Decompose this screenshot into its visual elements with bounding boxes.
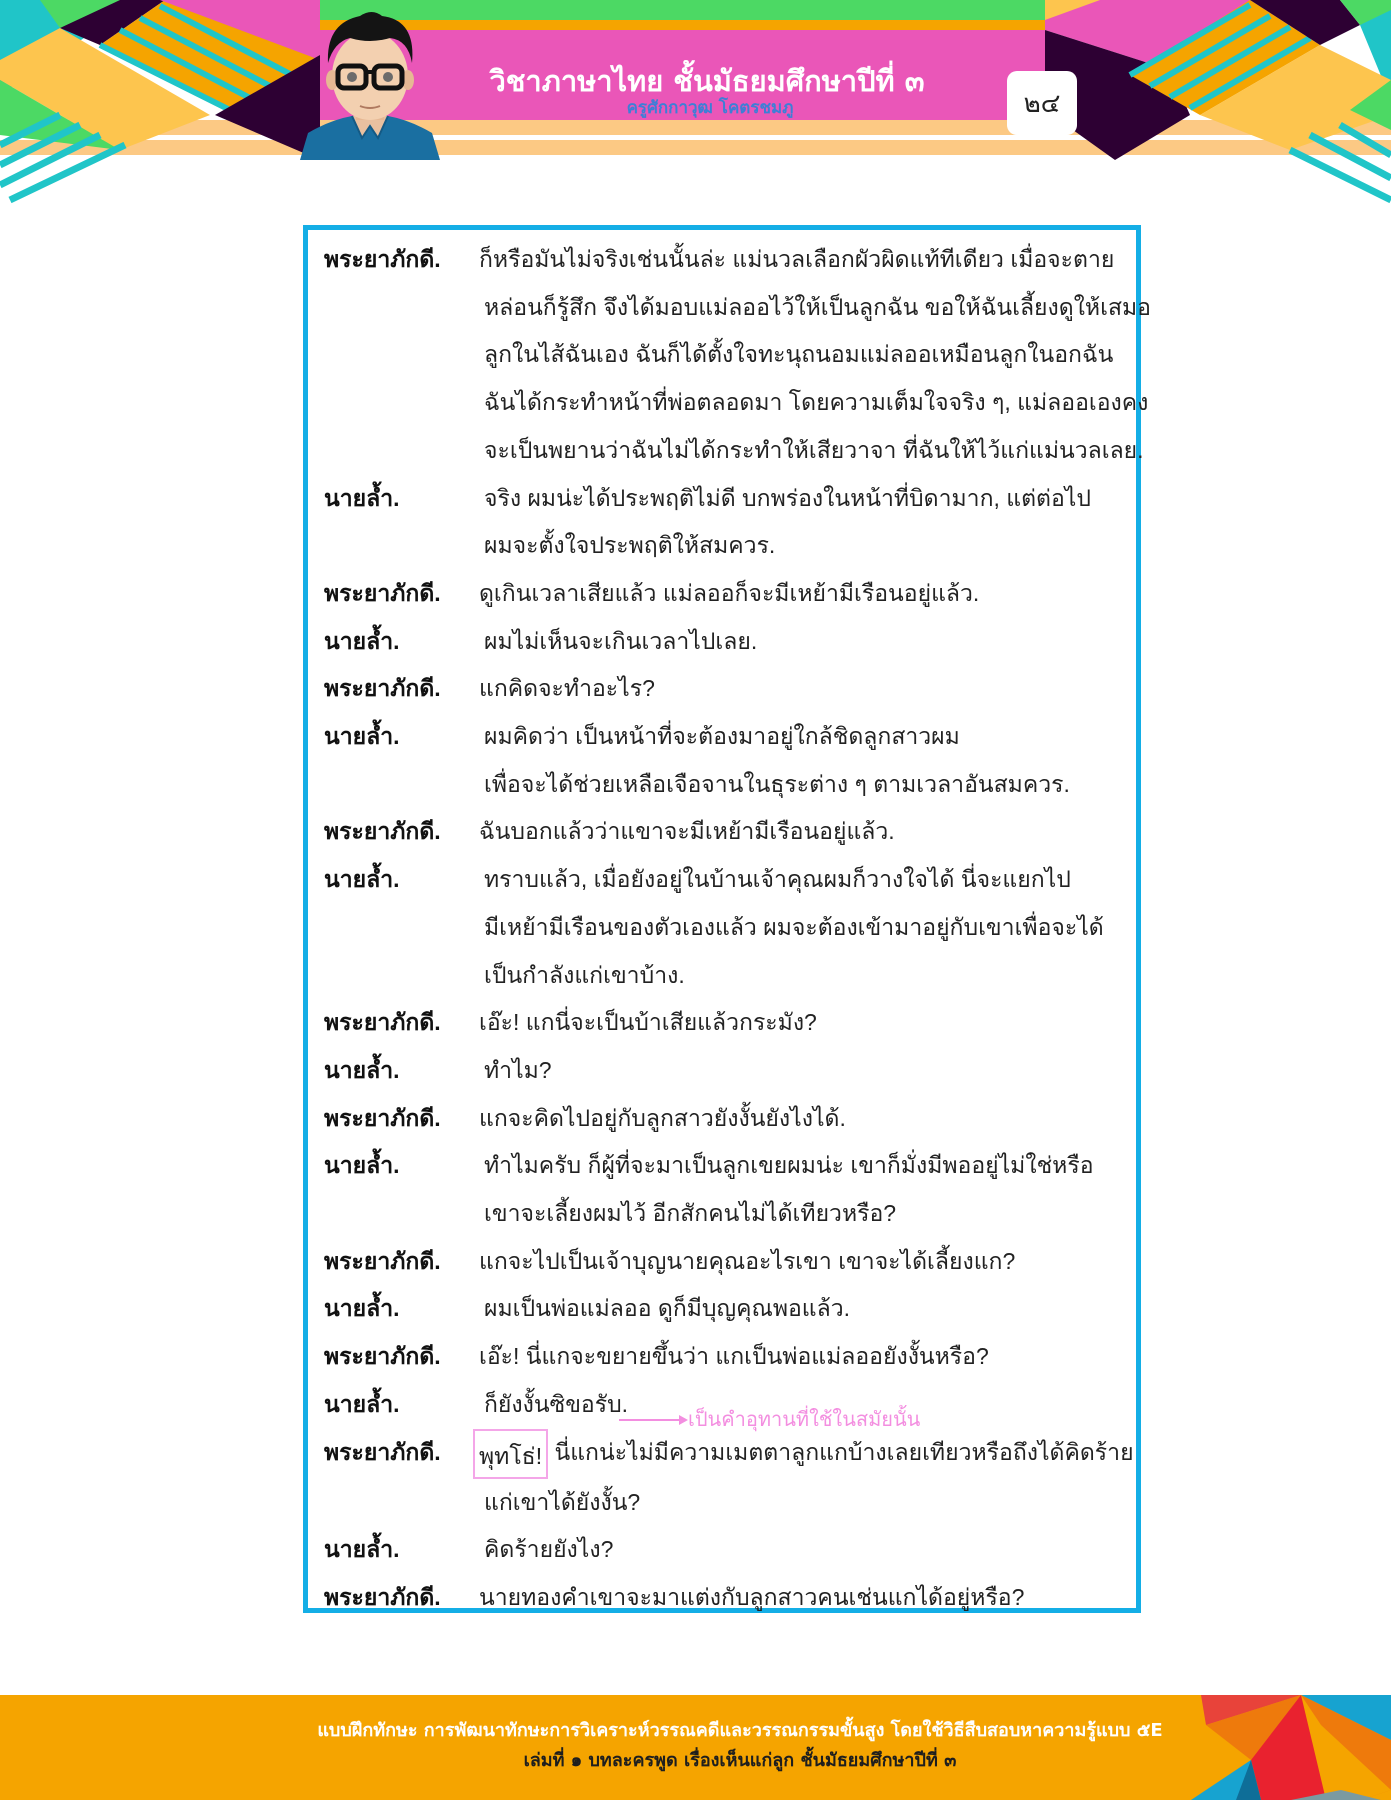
page-number: ๒๔ <box>1023 88 1061 119</box>
arrow-right-icon <box>679 1415 688 1425</box>
dialogue-entry <box>324 1574 1126 1622</box>
speaker-label: นายล้ำ. <box>324 484 400 511</box>
dialogue-line: เป็นกำลังแก่เขาบ้าง. <box>484 961 685 988</box>
dialogue-line: มีเหย้ามีเรือนของตัวเองแล้ว ผมจะต้องเข้ามาอยู่กับเขาเพื่อจะได้ <box>484 913 1104 940</box>
dialogue-line: ผมจะตั้งใจประพฤติให้สมควร. <box>484 532 776 559</box>
dialogue-entry <box>324 1285 1126 1333</box>
footer-title: แบบฝึกทักษะ การพัฒนาทักษะการวิเคราะห์วรรณคดีและวรรณกรรมขั้นสูง โดยใช้วิธีสืบสอบหาความรู้แบบ ๕E <box>317 1720 1163 1741</box>
speaker-label: พระยาภักดี. <box>324 1583 441 1610</box>
page-footer <box>0 1695 1391 1800</box>
dialogue-line: แกจะไปเป็นเจ้าบุญนายคุณอะไรเขา เขาจะได้เลี้ยงแก? <box>479 1247 1016 1274</box>
dialogue-entry <box>324 856 1126 999</box>
page-number-badge <box>1007 71 1077 135</box>
speaker-label: พระยาภักดี. <box>324 246 441 272</box>
speaker-label: นายล้ำ. <box>324 1056 400 1083</box>
dialogue-line: นายทองคำเขาจะมาแต่งกับลูกสาวคนเช่นแกได้อยู่หรือ? <box>479 1583 1025 1610</box>
dialogue-line: ทำไมครับ ก็ผู้ที่จะมาเป็นลูกเขยผมน่ะ เขาก็มั่งมีพออยู่ไม่ใช่หรือ <box>484 1152 1094 1179</box>
speaker-label: พระยาภักดี. <box>324 1247 441 1274</box>
dialogue-line: เอ๊ะ! นี่แกจะขยายขึ้นว่า แกเป็นพ่อแม่ลออยังงั้นหรือ? <box>479 1343 989 1370</box>
speaker-label: นายล้ำ. <box>324 1152 400 1179</box>
dialogue-line: ฉันได้กระทำหน้าที่พ่อตลอดมา โดยความเต็มใจจริง ๆ, แม่ลออเองคง <box>484 389 1149 416</box>
teacher-avatar <box>290 8 450 160</box>
dialogue-entry <box>324 1238 1126 1286</box>
dialogue-entry <box>324 808 1126 856</box>
dialogue-line: ฉันบอกแล้วว่าแขาจะมีเหย้ามีเรือนอยู่แล้ว. <box>479 818 895 845</box>
speaker-label: พระยาภักดี. <box>324 1438 441 1465</box>
dialogue-line: ทำไม? <box>484 1056 552 1083</box>
page-header <box>0 0 1391 205</box>
footer-subtitle: เล่มที่ ๑ บทละครพูด เรื่องเห็นแก่ลูก ชั้นมัธยมศึกษาปีที่ ๓ <box>523 1750 957 1771</box>
speaker-label: นายล้ำ. <box>324 866 400 893</box>
arrow-line <box>619 1419 679 1421</box>
dialogue-entry <box>324 1142 1126 1237</box>
dialogue-line: ดูเกินเวลาเสียแล้ว แม่ลออก็จะมีเหย้ามีเรือนอยู่แล้ว. <box>479 579 980 606</box>
dialogue-line: คิดร้ายยังไง? <box>484 1536 614 1563</box>
speaker-label: นายล้ำ. <box>324 1390 400 1417</box>
speaker-label: พระยาภักดี. <box>324 675 441 702</box>
annotation-note <box>619 1403 920 1435</box>
speaker-label: นายล้ำ. <box>324 1536 400 1563</box>
header-title: วิชาภาษาไทย ชั้นมัธยมศึกษาปีที่ ๓ <box>489 64 925 98</box>
dialogue-line: แก่เขาได้ยังงั้น? <box>484 1488 641 1515</box>
dialogue-line: แกคิดจะทำอะไร? <box>479 675 655 702</box>
dialogue-entry <box>324 475 1126 570</box>
header-subtitle-author: ครูศักกาวุฒ โคตรชมภู <box>626 98 794 118</box>
dialogue-line: ทราบแล้ว, เมื่อยังอยู่ในบ้านเจ้าคุณผมก็วางใจได้ นี่จะแยกไป <box>484 866 1071 893</box>
speaker-label: พระยาภักดี. <box>324 818 441 845</box>
dialogue-line-text: นี่แกน่ะไม่มีความเมตตาลูกแกบ้างเลยเทียวหรือถึงได้คิดร้าย <box>554 1438 1134 1465</box>
dialogue-entry <box>324 618 1126 666</box>
dialogue-line: ลูกในไส้ฉันเอง ฉันก็ได้ตั้งใจทะนุถนอมแม่ลออเหมือนลูกในอกฉัน <box>484 341 1114 368</box>
dialogue-line: เพื่อจะได้ช่วยเหลือเจือจานในธุระต่าง ๆ ตามเวลาอันสมควร. <box>484 770 1070 797</box>
dialogue-line: หล่อนก็รู้สึก จึงได้มอบแม่ลออไว้ให้เป็นลูกฉัน ขอให้ฉันเลี้ยงดูให้เสมอ <box>484 293 1151 320</box>
dialogue-entry <box>324 1526 1126 1574</box>
dialogue-line: แกจะคิดไปอยู่กับลูกสาวยังงั้นยังไงได้. <box>479 1104 846 1131</box>
speaker-label: นายล้ำ. <box>324 723 400 750</box>
dialogue-line: ผมคิดว่า เป็นหน้าที่จะต้องมาอยู่ใกล้ชิดลูกสาวผม <box>484 723 960 750</box>
dialogue-line: เอ๊ะ! แกนี่จะเป็นบ้าเสียแล้วกระมัง? <box>479 1009 817 1036</box>
dialogue-line: ก็หรือมันไม่จริงเช่นนั้นล่ะ แม่นวลเลือกผัวผิดแท้ทีเดียว เมื่อจะตาย <box>479 246 1115 272</box>
speaker-label: นายล้ำ. <box>324 627 400 654</box>
dialogue-entry <box>324 1047 1126 1095</box>
speaker-label: พระยาภักดี. <box>324 1343 441 1370</box>
dialogue-entry <box>324 236 1151 475</box>
dialogue-entry <box>324 1408 1134 1527</box>
dialogue-entry <box>324 999 1126 1047</box>
dialogue-line <box>479 1429 1134 1479</box>
dialogue-entry <box>324 713 1126 808</box>
annotation-text: เป็นคำอุทานที่ใช้ในสมัยนั้น <box>688 1408 921 1431</box>
dialogue-entry <box>324 1095 1126 1143</box>
dialogue-line: ผมไม่เห็นจะเกินเวลาไปเลย. <box>484 627 758 654</box>
speaker-label: พระยาภักดี. <box>324 1009 441 1036</box>
dialogue-line: จริง ผมน่ะได้ประพฤติไม่ดี บกพร่องในหน้าที่บิดามาก, แต่ต่อไป <box>484 484 1091 511</box>
dialogue-entry <box>324 665 1126 713</box>
footer-decoration <box>1191 1695 1391 1800</box>
dialogue-line: จะเป็นพยานว่าฉันไม่ได้กระทำให้เสียวาจา ที่ฉันให้ไว้แก่แม่นวลเลย. <box>484 436 1144 463</box>
dialogue-line: ผมเป็นพ่อแม่ลออ ดูก็มีบุญคุณพอแล้ว. <box>484 1295 851 1322</box>
dialogue-line: ก็ยังงั้นซิขอรับ. <box>484 1390 629 1417</box>
speaker-label: พระยาภักดี. <box>324 579 441 606</box>
dialogue-entry <box>324 570 1126 618</box>
dialogue-list <box>324 236 1151 1622</box>
highlighted-word: พุทโธ่! <box>473 1429 548 1479</box>
dialogue-line: เขาจะเลี้ยงผมไว้ อีกสักคนไม่ได้เทียวหรือ? <box>484 1200 897 1227</box>
speaker-label: พระยาภักดี. <box>324 1104 441 1131</box>
dialogue-frame <box>303 225 1151 1613</box>
dialogue-entry <box>324 1333 1126 1381</box>
speaker-label: นายล้ำ. <box>324 1295 400 1322</box>
